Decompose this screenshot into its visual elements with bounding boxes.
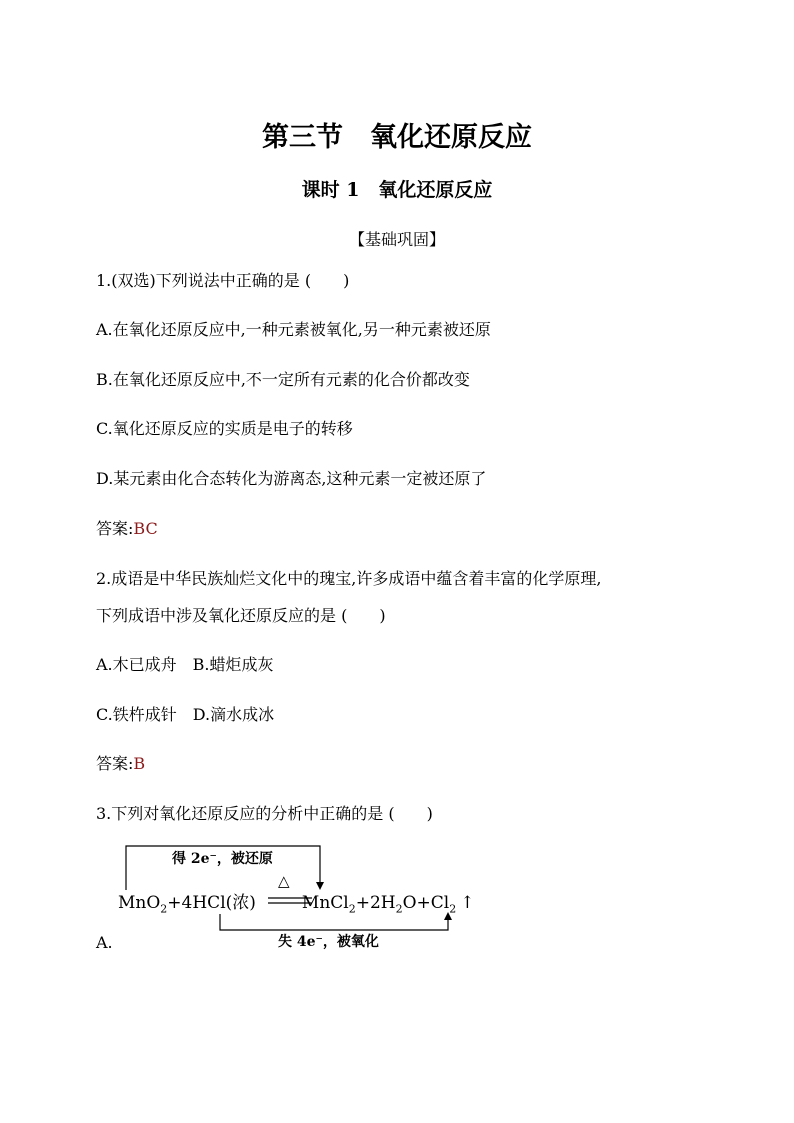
subscript: 2 bbox=[395, 902, 403, 916]
equation-text bbox=[118, 888, 475, 915]
gas-arrow-icon: ↑ bbox=[460, 893, 475, 913]
answer-label: 答案: bbox=[96, 754, 134, 773]
question-2-options-line-1: A.木已成舟 B.蜡炬成灰 bbox=[96, 655, 274, 674]
question-1-option-b: B.在氧化还原反应中,不一定所有元素的化合价都改变 bbox=[96, 370, 470, 389]
heat-condition: △ bbox=[278, 872, 290, 890]
product-mncl2: MnCl bbox=[301, 893, 349, 913]
question-1-option-d: D.某元素由化合态转化为游离态,这种元素一定被还原了 bbox=[96, 469, 487, 488]
lose-electron-label: 失 4e⁻，被氧化 bbox=[278, 934, 379, 950]
subscript: 2 bbox=[449, 902, 457, 916]
question-2-answer bbox=[96, 751, 145, 774]
question-1-option-a: A.在氧化还原反应中,一种元素被氧化,另一种元素被还原 bbox=[96, 320, 491, 339]
answer-value: B bbox=[133, 754, 146, 773]
section-heading: 【基础巩固】 bbox=[348, 230, 445, 249]
redox-equation-diagram bbox=[118, 838, 498, 958]
page-title: 第三节 氧化还原反应 bbox=[262, 122, 532, 153]
question-3-option-a: A. bbox=[96, 933, 113, 952]
reactant-hcl: +4HCl(浓) bbox=[167, 893, 256, 913]
question-2-stem-line-1: 2.成语是中华民族灿烂文化中的瑰宝,许多成语中蕴含着丰富的化学原理, bbox=[96, 569, 602, 588]
gain-electron-label: 得 2e⁻，被还原 bbox=[172, 851, 273, 867]
lesson-subtitle: 课时 1 氧化还原反应 bbox=[301, 179, 493, 201]
question-2-options-line-2: C.铁杵成针 D.滴水成冰 bbox=[96, 705, 275, 724]
subscript: 2 bbox=[160, 902, 168, 916]
product-cl2: O+Cl bbox=[402, 893, 450, 913]
question-3-stem: 3.下列对氧化还原反应的分析中正确的是 ( ) bbox=[96, 804, 433, 823]
answer-label: 答案: bbox=[96, 519, 134, 538]
answer-value: BC bbox=[133, 519, 158, 538]
question-1-option-c: C.氧化还原反应的实质是电子的转移 bbox=[96, 419, 353, 438]
product-water: +2H bbox=[355, 893, 396, 913]
question-2-stem-line-2: 下列成语中涉及氧化还原反应的是 ( ) bbox=[96, 606, 386, 625]
reactant-mno2: MnO bbox=[118, 893, 161, 913]
subscript: 2 bbox=[348, 902, 356, 916]
question-1-stem: 1.(双选)下列说法中正确的是 ( ) bbox=[96, 271, 350, 290]
question-1-answer bbox=[96, 516, 158, 539]
